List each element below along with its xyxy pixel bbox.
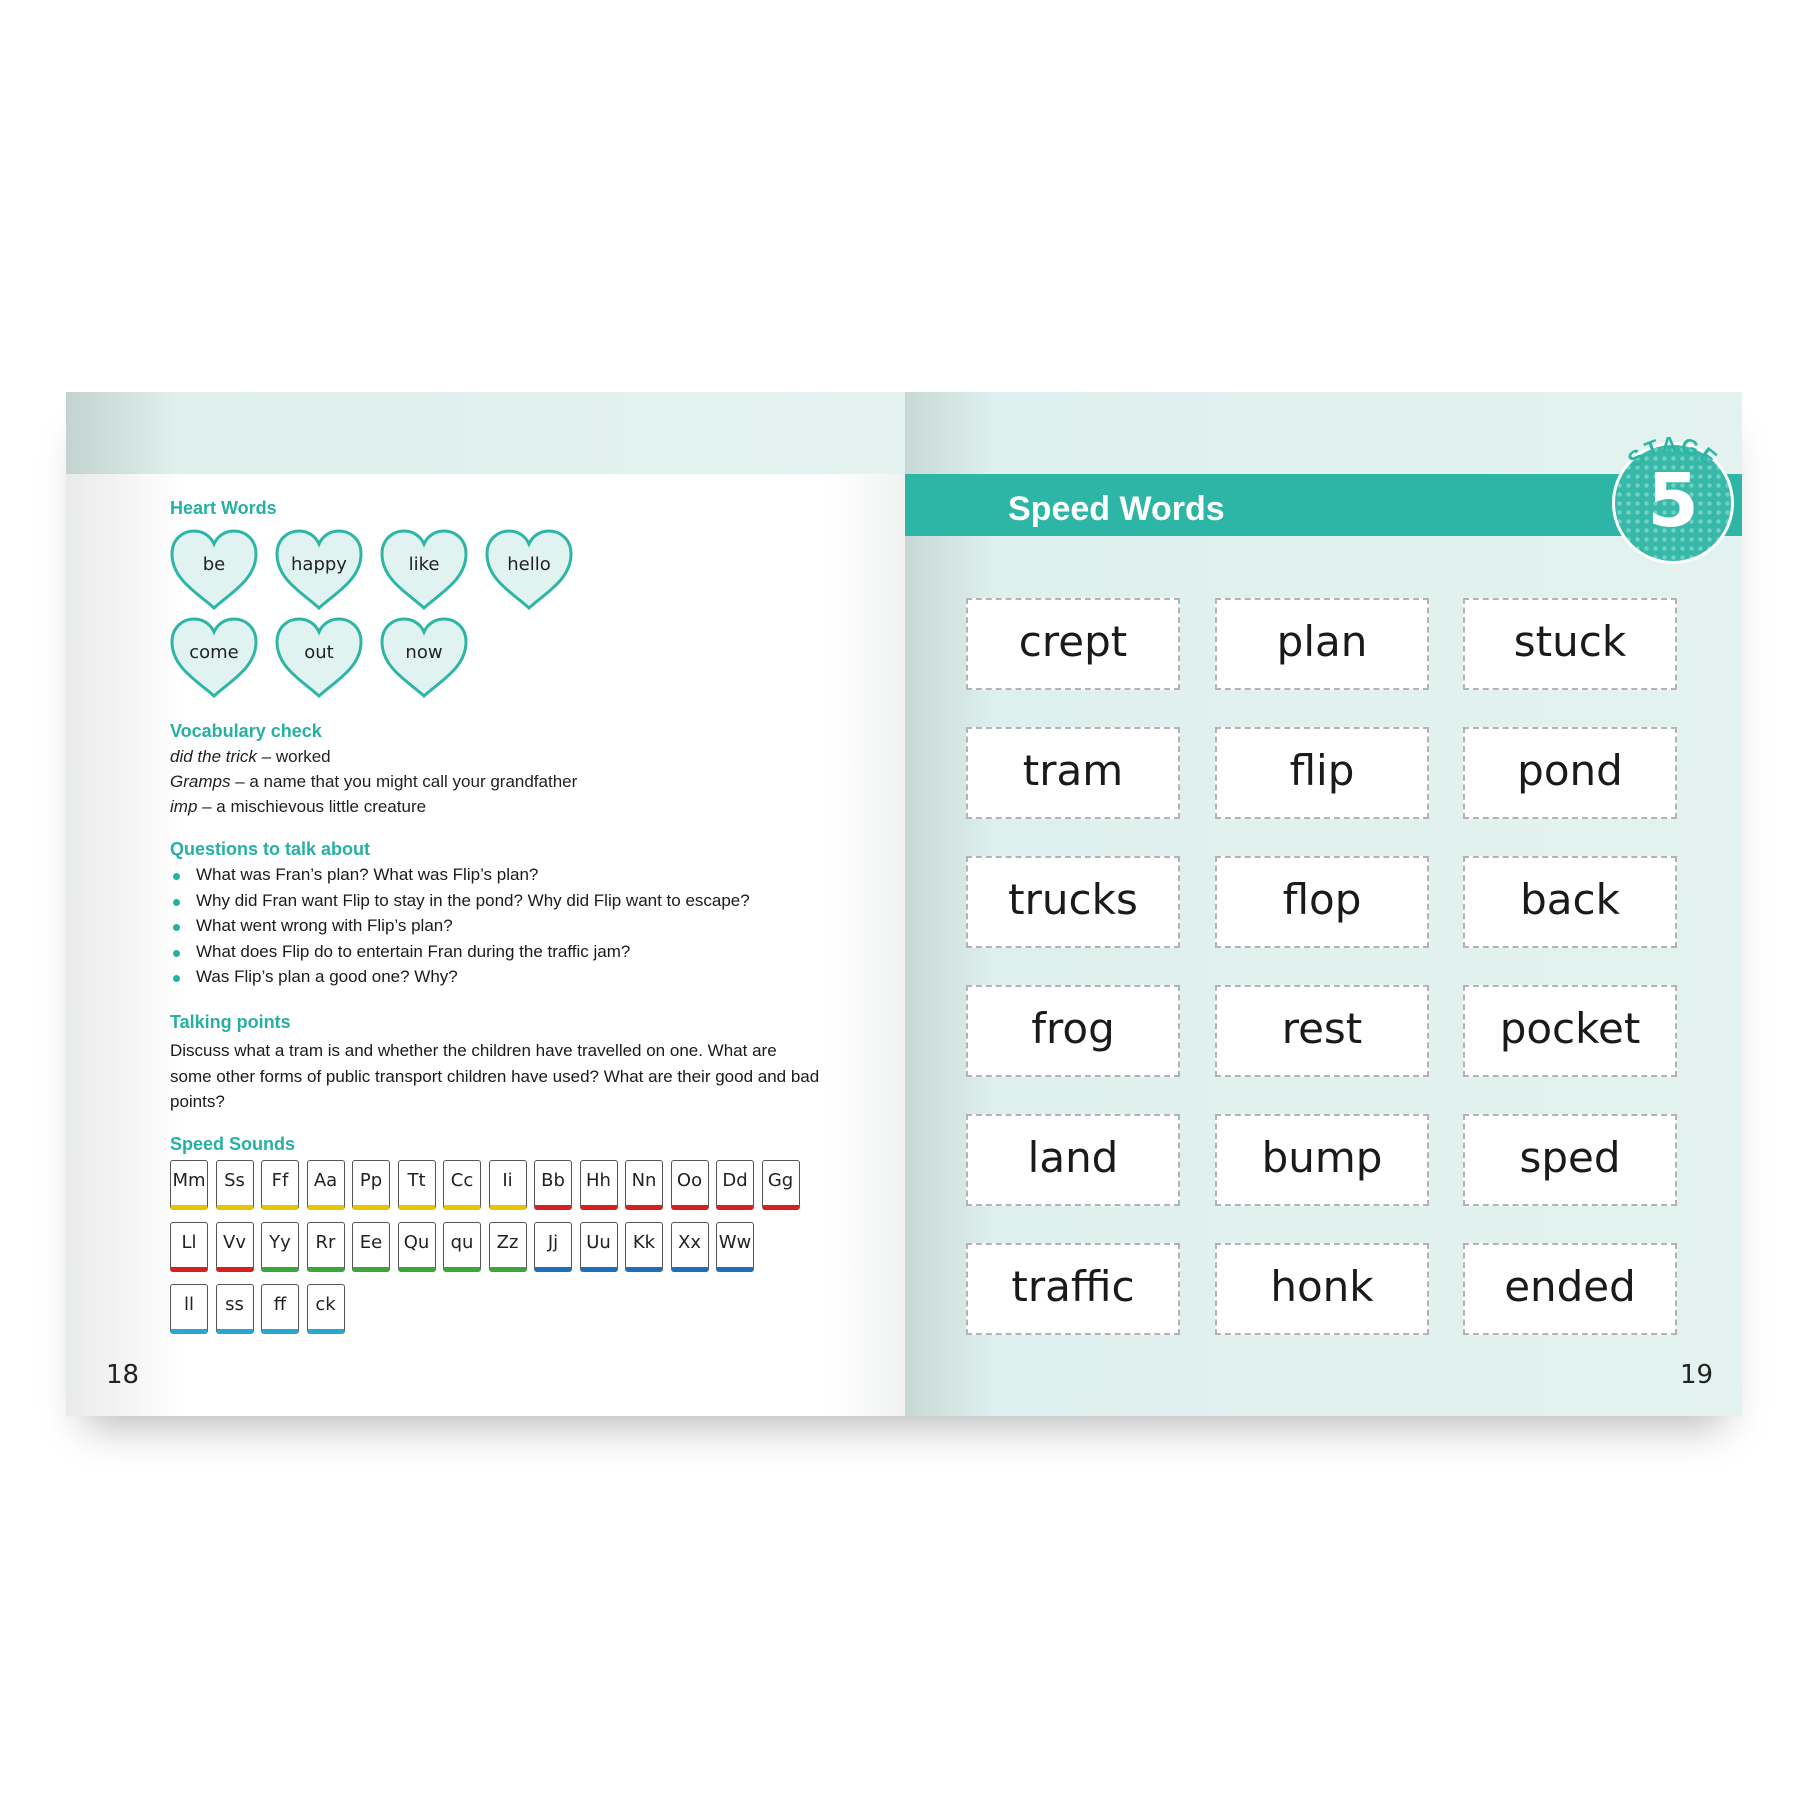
- question-item: What does Flip do to entertain Fran during the traffic jam?: [170, 942, 750, 968]
- heart-word-label: hello: [507, 554, 551, 575]
- heart-word: [169, 528, 259, 612]
- speed-sound-tile: Aa: [307, 1160, 345, 1210]
- vocabulary-term: imp: [170, 797, 198, 816]
- vocabulary-definition: – a name that you might call your grandfather: [230, 772, 578, 791]
- speed-word-card: bump: [1215, 1114, 1429, 1206]
- stage-label: STAGE: [1622, 431, 1724, 473]
- speed-sound-tile: ff: [261, 1284, 299, 1334]
- book-spread: [66, 392, 1742, 1416]
- stage-number: 5: [1647, 458, 1699, 544]
- speed-sound-tile: Nn: [625, 1160, 663, 1210]
- speed-word-card: flop: [1215, 856, 1429, 948]
- heart-word: [379, 528, 469, 612]
- speed-sound-tile: Kk: [625, 1222, 663, 1272]
- stage-badge: [1600, 424, 1750, 574]
- heart-word-label: happy: [291, 554, 347, 575]
- speed-sound-tile: Qu: [398, 1222, 436, 1272]
- speed-sound-tile: Hh: [580, 1160, 618, 1210]
- speed-word-card: tram: [966, 727, 1180, 819]
- speed-sound-tile: Dd: [716, 1160, 754, 1210]
- vocabulary-item: [170, 797, 426, 817]
- vocabulary-title: Vocabulary check: [170, 721, 322, 741]
- speed-word-card: rest: [1215, 985, 1429, 1077]
- speed-sound-tile: Mm: [170, 1160, 208, 1210]
- speed-sound-tile: Ee: [352, 1222, 390, 1272]
- svg-text:STAGE: [1623, 432, 1724, 472]
- speed-sound-tile: Jj: [534, 1222, 572, 1272]
- speed-sound-tile: ss: [216, 1284, 254, 1334]
- heart-word-label: come: [189, 642, 239, 663]
- speed-word-card: stuck: [1463, 598, 1677, 690]
- question-item: What was Fran’s plan? What was Flip’s plan?: [170, 865, 750, 891]
- speed-sound-tile: Cc: [443, 1160, 481, 1210]
- speed-sound-tile: ck: [307, 1284, 345, 1334]
- left-header-band: [66, 392, 905, 474]
- heart-word-label: now: [405, 642, 443, 663]
- heart-word-label: out: [304, 642, 334, 663]
- speed-sound-tile: Gg: [762, 1160, 800, 1210]
- speed-sound-tile: Bb: [534, 1160, 572, 1210]
- heart-word-label: be: [202, 554, 226, 575]
- speed-sound-tile: Rr: [307, 1222, 345, 1272]
- speed-sound-tile: Pp: [352, 1160, 390, 1210]
- speed-sound-tile: Xx: [671, 1222, 709, 1272]
- speed-word-card: frog: [966, 985, 1180, 1077]
- speed-sound-tile: Vv: [216, 1222, 254, 1272]
- speed-word-card: land: [966, 1114, 1180, 1206]
- speed-word-card: pond: [1463, 727, 1677, 819]
- speed-word-card: flip: [1215, 727, 1429, 819]
- heart-word: [274, 616, 364, 700]
- speed-sound-tile: Ww: [716, 1222, 754, 1272]
- heart-word: [274, 528, 364, 612]
- vocabulary-term: did the trick: [170, 747, 257, 766]
- talking-points-title: Talking points: [170, 1012, 291, 1032]
- speed-word-card: plan: [1215, 598, 1429, 690]
- speed-word-card: ended: [1463, 1243, 1677, 1335]
- speed-word-card: pocket: [1463, 985, 1677, 1077]
- vocabulary-definition: – a mischievous little creature: [197, 797, 427, 816]
- page-title: Speed Words: [1008, 490, 1225, 528]
- speed-sound-tile: Ii: [489, 1160, 527, 1210]
- speed-sound-tile: ll: [170, 1284, 208, 1334]
- speed-word-card: trucks: [966, 856, 1180, 948]
- vocabulary-item: [170, 747, 331, 767]
- question-item: Why did Fran want Flip to stay in the pond? Why did Flip want to escape?: [170, 891, 750, 917]
- page-number-right: 19: [1680, 1360, 1714, 1390]
- speed-sounds-title: Speed Sounds: [170, 1134, 296, 1154]
- speed-sound-tile: Yy: [261, 1222, 299, 1272]
- right-page: [905, 392, 1742, 1416]
- speed-sound-tile: Zz: [489, 1222, 527, 1272]
- speed-word-card: sped: [1463, 1114, 1677, 1206]
- heart-word-label: like: [408, 554, 440, 575]
- stage-label-arc: [1600, 424, 1750, 574]
- vocabulary-term: Gramps: [170, 772, 231, 791]
- page-number-left: 18: [106, 1360, 140, 1390]
- question-item: Was Flip’s plan a good one? Why?: [170, 967, 750, 993]
- speed-sound-tile: Ff: [261, 1160, 299, 1210]
- speed-sound-tile: qu: [443, 1222, 481, 1272]
- talking-points-text: Discuss what a tram is and whether the children have travelled on one. What are some other forms of public transport children have used? What are their good and bad points?: [170, 1041, 820, 1111]
- vocabulary-definition: – worked: [256, 747, 331, 766]
- speed-sound-tile: Ss: [216, 1160, 254, 1210]
- heart-words-title: Heart Words: [170, 498, 277, 518]
- speed-word-card: back: [1463, 856, 1677, 948]
- questions-title: Questions to talk about: [170, 839, 371, 859]
- speed-word-card: honk: [1215, 1243, 1429, 1335]
- speed-word-card: traffic: [966, 1243, 1180, 1335]
- speed-word-card: crept: [966, 598, 1180, 690]
- heart-word: [484, 528, 574, 612]
- questions-list: [170, 865, 750, 993]
- speed-sound-tile: Tt: [398, 1160, 436, 1210]
- vocabulary-item: [170, 772, 577, 792]
- heart-word: [379, 616, 469, 700]
- question-item: What went wrong with Flip’s plan?: [170, 916, 750, 942]
- speed-sound-tile: Uu: [580, 1222, 618, 1272]
- heart-word: [169, 616, 259, 700]
- left-page: [66, 392, 905, 1416]
- speed-sound-tile: Oo: [671, 1160, 709, 1210]
- speed-sound-tile: Ll: [170, 1222, 208, 1272]
